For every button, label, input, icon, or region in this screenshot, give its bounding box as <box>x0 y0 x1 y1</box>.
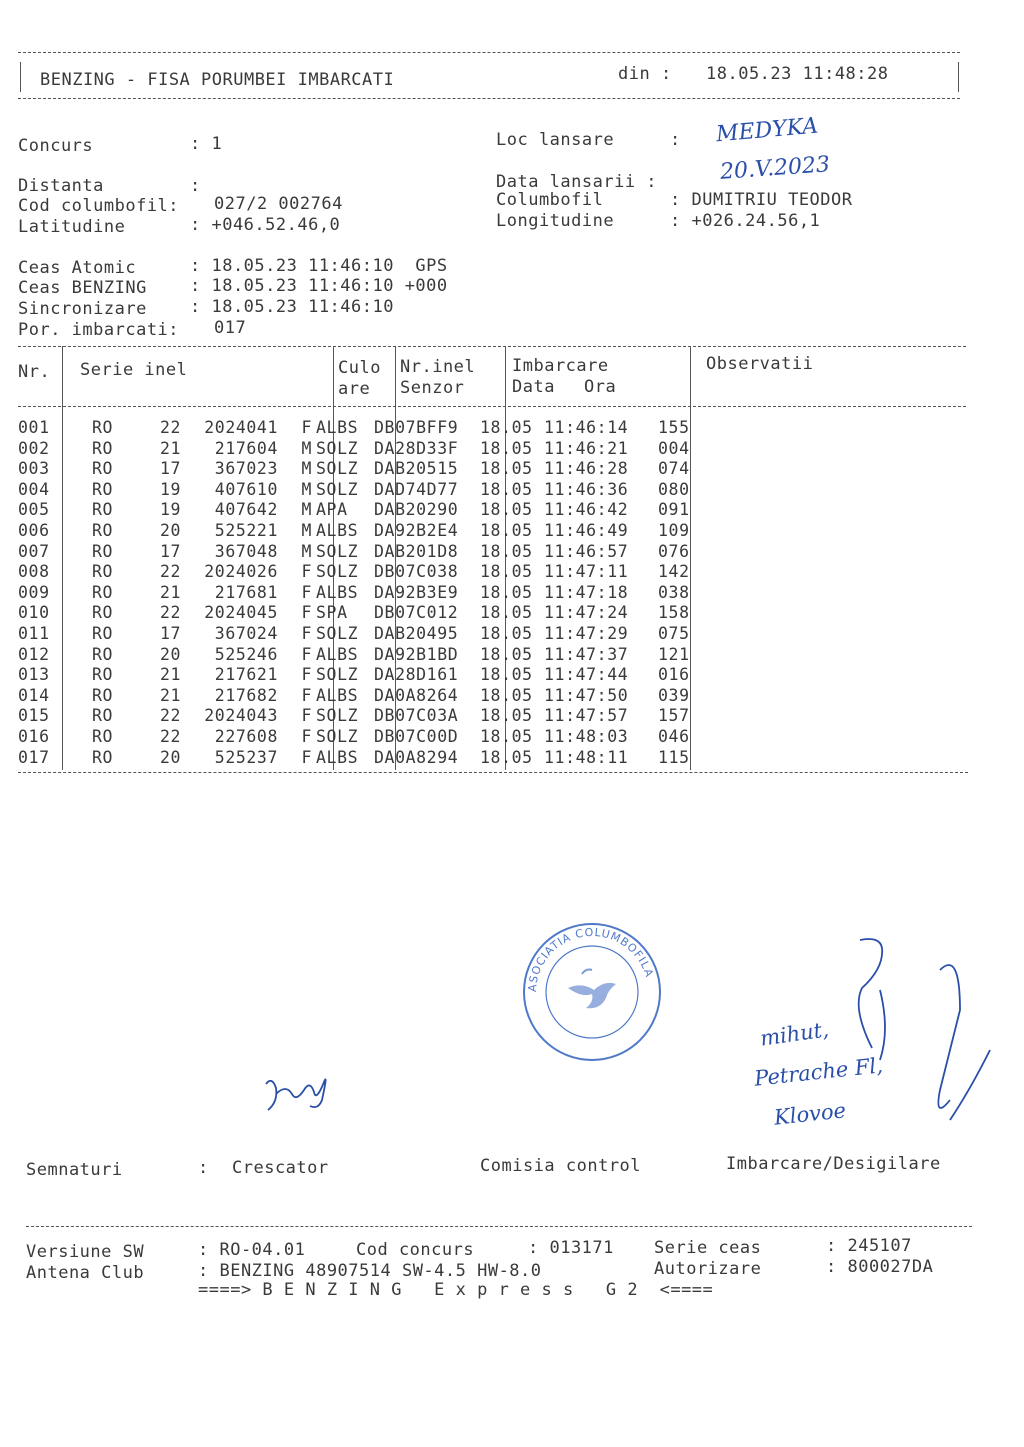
row-country: RO <box>92 418 114 437</box>
table-row <box>18 418 718 439</box>
row-sensor: DAB20495 <box>374 623 459 643</box>
row-nr: 015 <box>18 706 50 726</box>
row-obs: 157 <box>658 706 690 726</box>
row-sex: F <box>301 665 312 685</box>
loc-lansare-sep: : <box>670 130 681 150</box>
hand-name-2: Petrache Fl, <box>753 1053 884 1091</box>
row-ring: 2024026 <box>204 562 278 582</box>
antena-value: : BENZING 48907514 SW-4.5 HW-8.0 <box>198 1261 542 1281</box>
row-year: 21 <box>160 438 182 458</box>
row-date: 18.05 <box>480 459 533 479</box>
ceas-atomic-label: Ceas Atomic <box>18 258 137 278</box>
row-color: SOLZ <box>316 665 359 685</box>
row-date: 18.05 <box>480 726 533 746</box>
col-header-observatii: Observatii <box>706 354 814 374</box>
header-right-border <box>958 62 959 92</box>
table-header-rule <box>18 406 966 407</box>
row-date: 18.05 <box>480 500 533 520</box>
row-sensor: DA92B2E4 <box>374 520 459 540</box>
row-year: 20 <box>160 520 182 540</box>
row-sex: F <box>301 685 312 705</box>
columbofil-label: Columbofil <box>496 190 604 210</box>
row-date: 18.05 <box>480 665 533 685</box>
row-country: RO <box>92 644 114 664</box>
row-date: 18.05 <box>480 706 533 726</box>
row-nr: 017 <box>18 747 50 767</box>
cod-value: 027/2 002764 <box>214 194 343 214</box>
data-lansarii-label: Data lansarii : <box>496 172 658 192</box>
serie-ceas-value: : 245107 <box>826 1236 912 1256</box>
table-top-rule <box>18 346 966 347</box>
row-color: SPA <box>316 603 348 623</box>
row-sex: M <box>301 479 312 499</box>
table-row <box>18 500 718 521</box>
row-obs: 038 <box>658 582 690 602</box>
row-obs: 091 <box>658 500 690 520</box>
serie-ceas-label: Serie ceas <box>654 1238 762 1258</box>
row-country: RO <box>92 500 114 520</box>
footer-rule <box>26 1226 972 1227</box>
table-row <box>18 480 718 501</box>
page-title: BENZING - FISA PORUMBEI IMBARCATI <box>40 70 395 90</box>
row-ring: 407610 <box>214 479 278 499</box>
row-year: 22 <box>160 726 182 746</box>
versiune-value: : RO-04.01 <box>198 1240 306 1260</box>
row-time: 11:47:24 <box>544 603 629 623</box>
row-sex: F <box>301 418 312 437</box>
row-nr: 016 <box>18 726 50 746</box>
col-header-nr: Nr. <box>18 362 51 382</box>
row-ring: 2024043 <box>204 706 278 726</box>
row-color: APA <box>316 500 348 520</box>
row-year: 20 <box>160 747 182 767</box>
table-row <box>18 665 718 686</box>
row-sensor: DAB20290 <box>374 500 459 520</box>
row-sex: F <box>301 726 312 746</box>
row-sex: F <box>301 644 312 664</box>
table-row <box>18 748 718 769</box>
club-stamp <box>522 922 662 1062</box>
row-obs: 016 <box>658 665 690 685</box>
row-obs: 075 <box>658 623 690 643</box>
row-year: 17 <box>160 623 182 643</box>
pigeon-table <box>18 418 718 768</box>
row-ring: 407642 <box>214 500 278 520</box>
row-nr: 009 <box>18 582 50 602</box>
loc-lansare-handwritten: MEDYKA <box>715 113 820 148</box>
row-date: 18.05 <box>480 603 533 623</box>
row-color: ALBS <box>316 582 359 602</box>
row-date: 18.05 <box>480 541 533 561</box>
ceas-benzing-label: Ceas BENZING <box>18 278 147 298</box>
row-ring: 2024045 <box>204 603 278 623</box>
col-header-culo: Culo <box>338 358 381 378</box>
row-country: RO <box>92 685 114 705</box>
row-country: RO <box>92 479 114 499</box>
row-date: 18.05 <box>480 685 533 705</box>
row-sex: F <box>301 747 312 767</box>
row-year: 22 <box>160 706 182 726</box>
row-color: ALBS <box>316 644 359 664</box>
row-date: 18.05 <box>480 562 533 582</box>
latitudine-label: Latitudine <box>18 217 126 237</box>
row-sex: F <box>301 706 312 726</box>
row-country: RO <box>92 665 114 685</box>
row-year: 20 <box>160 644 182 664</box>
row-obs: 158 <box>658 603 690 623</box>
semnaturi-sep: : <box>198 1158 209 1178</box>
row-color: ALBS <box>316 685 359 705</box>
row-country: RO <box>92 582 114 602</box>
row-sensor: DA92B1BD <box>374 644 459 664</box>
distanta-label: Distanta <box>18 176 104 196</box>
row-country: RO <box>92 603 114 623</box>
row-color: SOLZ <box>316 562 359 582</box>
table-row <box>18 521 718 542</box>
row-ring: 217681 <box>214 582 278 602</box>
row-sensor: DA28D33F <box>374 438 459 458</box>
row-year: 21 <box>160 582 182 602</box>
row-sex: F <box>301 582 312 602</box>
row-sensor: DB07BFF9 <box>374 418 459 437</box>
row-date: 18.05 <box>480 582 533 602</box>
row-obs: 080 <box>658 479 690 499</box>
ceas-atomic-value: : 18.05.23 11:46:10 GPS <box>190 256 448 276</box>
hand-name-1: mihut, <box>758 1017 831 1051</box>
row-ring: 525221 <box>214 520 278 540</box>
row-country: RO <box>92 562 114 582</box>
row-color: ALBS <box>316 747 359 767</box>
row-sex: F <box>301 603 312 623</box>
row-obs: 074 <box>658 459 690 479</box>
row-sensor: DB07C00D <box>374 726 459 746</box>
table-row <box>18 645 718 666</box>
row-obs: 109 <box>658 520 690 540</box>
din-label: din : <box>618 64 672 84</box>
versiune-label: Versiune SW <box>26 1242 145 1262</box>
row-time: 11:46:42 <box>544 500 629 520</box>
row-color: ALBS <box>316 520 359 540</box>
table-row <box>18 562 718 583</box>
col-header-nrinel: Nr.inel <box>400 357 476 377</box>
row-color: SOLZ <box>316 541 359 561</box>
row-nr: 010 <box>18 603 50 623</box>
cod-concurs-value: : 013171 <box>528 1238 614 1258</box>
imbarcare-label: Imbarcare/Desigilare <box>726 1154 941 1174</box>
row-nr: 011 <box>18 623 50 643</box>
row-year: 17 <box>160 459 182 479</box>
row-color: SOLZ <box>316 479 359 499</box>
row-time: 11:47:37 <box>544 644 629 664</box>
row-sex: M <box>301 459 312 479</box>
row-color: SOLZ <box>316 706 359 726</box>
row-ring: 367023 <box>214 459 278 479</box>
col-header-serie: Serie inel <box>80 360 188 380</box>
express-line: ====> B E N Z I N G E x p r e s s G 2 <==== <box>198 1280 714 1300</box>
row-sensor: DA0A8294 <box>374 747 459 767</box>
concurs-label: Concurs <box>18 136 94 156</box>
row-sensor: DB07C03A <box>374 706 459 726</box>
row-date: 18.05 <box>480 520 533 540</box>
row-country: RO <box>92 706 114 726</box>
row-color: SOLZ <box>316 459 359 479</box>
row-country: RO <box>92 747 114 767</box>
row-sensor: DA0A8264 <box>374 685 459 705</box>
row-year: 17 <box>160 541 182 561</box>
table-row <box>18 603 718 624</box>
por-imbarcati-value: 017 <box>214 318 247 338</box>
row-nr: 006 <box>18 520 50 540</box>
row-obs: 046 <box>658 726 690 746</box>
row-sex: F <box>301 562 312 582</box>
row-date: 18.05 <box>480 479 533 499</box>
crescator-label: Crescator <box>232 1158 329 1178</box>
row-time: 11:48:03 <box>544 726 629 746</box>
row-time: 11:46:21 <box>544 438 629 458</box>
row-nr: 001 <box>18 418 50 437</box>
cod-concurs-label: Cod concurs <box>356 1240 475 1260</box>
row-ring: 2024041 <box>204 418 278 437</box>
row-ring: 525246 <box>214 644 278 664</box>
row-year: 21 <box>160 685 182 705</box>
row-nr: 014 <box>18 685 50 705</box>
row-sensor: DA92B3E9 <box>374 582 459 602</box>
row-nr: 005 <box>18 500 50 520</box>
ceas-benzing-value: : 18.05.23 11:46:10 +000 <box>190 276 448 296</box>
latitudine-value: : +046.52.46,0 <box>190 215 341 235</box>
row-nr: 008 <box>18 562 50 582</box>
row-time: 11:47:50 <box>544 685 629 705</box>
table-row <box>18 542 718 563</box>
sincronizare-value: : 18.05.23 11:46:10 <box>190 297 394 317</box>
longitudine-value: : +026.24.56,1 <box>670 211 821 231</box>
row-sensor: DAB20515 <box>374 459 459 479</box>
row-color: SOLZ <box>316 726 359 746</box>
columbofil-value: : DUMITRIU TEODOR <box>670 190 853 210</box>
row-sensor: DB07C038 <box>374 562 459 582</box>
col-header-are: are <box>338 379 371 399</box>
table-row <box>18 727 718 748</box>
control-signature-strokes <box>840 930 1010 1150</box>
row-nr: 004 <box>18 479 50 499</box>
row-date: 18.05 <box>480 418 533 437</box>
row-time: 11:47:18 <box>544 582 629 602</box>
row-color: SOLZ <box>316 623 359 643</box>
concurs-value: : 1 <box>190 134 223 154</box>
row-obs: 121 <box>658 644 690 664</box>
autorizare-label: Autorizare <box>654 1259 762 1279</box>
header-left-border <box>20 62 21 92</box>
col-header-data: Data <box>512 377 555 397</box>
row-ring: 217621 <box>214 665 278 685</box>
row-sex: M <box>301 541 312 561</box>
row-ring: 227608 <box>214 726 278 746</box>
row-date: 18.05 <box>480 623 533 643</box>
row-sensor: DB07C012 <box>374 603 459 623</box>
row-year: 22 <box>160 418 182 437</box>
row-sensor: DAD74D77 <box>374 479 459 499</box>
row-time: 11:48:11 <box>544 747 629 767</box>
col-header-ora: Ora <box>584 377 617 397</box>
header-bottom-rule <box>18 98 960 99</box>
row-nr: 003 <box>18 459 50 479</box>
row-ring: 367024 <box>214 623 278 643</box>
row-year: 21 <box>160 665 182 685</box>
col-header-senzor: Senzor <box>400 378 465 398</box>
sincronizare-label: Sincronizare <box>18 299 147 319</box>
row-obs: 155 <box>658 418 690 437</box>
row-obs: 004 <box>658 438 690 458</box>
row-country: RO <box>92 459 114 479</box>
row-sensor: DA28D161 <box>374 665 459 685</box>
table-row <box>18 706 718 727</box>
row-country: RO <box>92 520 114 540</box>
stamp-text: ASOCIATIA COLUMBOFILA <box>525 925 656 993</box>
din-value: 18.05.23 11:48:28 <box>706 64 889 84</box>
row-nr: 013 <box>18 665 50 685</box>
table-row <box>18 624 718 645</box>
row-ring: 367048 <box>214 541 278 561</box>
row-year: 22 <box>160 603 182 623</box>
row-time: 11:46:57 <box>544 541 629 561</box>
row-year: 19 <box>160 479 182 499</box>
table-row <box>18 686 718 707</box>
row-obs: 039 <box>658 685 690 705</box>
row-ring: 525237 <box>214 747 278 767</box>
row-country: RO <box>92 541 114 561</box>
row-nr: 002 <box>18 438 50 458</box>
row-nr: 012 <box>18 644 50 664</box>
row-ring: 217682 <box>214 685 278 705</box>
antena-label: Antena Club <box>26 1263 145 1283</box>
row-obs: 076 <box>658 541 690 561</box>
comisia-label: Comisia control <box>480 1156 642 1176</box>
header-top-rule <box>18 52 960 53</box>
row-sex: F <box>301 623 312 643</box>
row-date: 18.05 <box>480 747 533 767</box>
row-date: 18.05 <box>480 644 533 664</box>
row-sensor: DAB201D8 <box>374 541 459 561</box>
row-country: RO <box>92 438 114 458</box>
loc-lansare-label: Loc lansare <box>496 130 615 150</box>
row-country: RO <box>92 726 114 746</box>
table-bottom-rule <box>18 772 968 773</box>
row-time: 11:47:44 <box>544 665 629 685</box>
table-row <box>18 439 718 460</box>
row-sex: M <box>301 438 312 458</box>
autorizare-value: : 800027DA <box>826 1257 934 1277</box>
longitudine-label: Longitudine <box>496 211 615 231</box>
row-sex: M <box>301 500 312 520</box>
table-row <box>18 459 718 480</box>
semnaturi-label: Semnaturi <box>26 1160 123 1180</box>
data-lansarii-handwritten: 20.V.2023 <box>719 152 831 185</box>
row-sex: M <box>301 520 312 540</box>
cod-label: Cod columbofil: <box>18 196 180 216</box>
col-header-imbarcare: Imbarcare <box>512 356 609 376</box>
dove-icon <box>568 983 616 1008</box>
table-row <box>18 583 718 604</box>
hand-name-3: Klovoe <box>772 1098 848 1130</box>
row-time: 11:47:29 <box>544 623 629 643</box>
row-year: 22 <box>160 562 182 582</box>
row-ring: 217604 <box>214 438 278 458</box>
row-time: 11:46:28 <box>544 459 629 479</box>
row-nr: 007 <box>18 541 50 561</box>
row-time: 11:46:14 <box>544 418 629 437</box>
row-obs: 142 <box>658 562 690 582</box>
row-country: RO <box>92 623 114 643</box>
row-year: 19 <box>160 500 182 520</box>
row-time: 11:46:49 <box>544 520 629 540</box>
row-time: 11:47:11 <box>544 562 629 582</box>
row-time: 11:47:57 <box>544 706 629 726</box>
row-color: ALBS <box>316 418 359 437</box>
por-imbarcati-label: Por. imbarcati: <box>18 320 180 340</box>
row-date: 18.05 <box>480 438 533 458</box>
row-obs: 115 <box>658 747 690 767</box>
row-time: 11:46:36 <box>544 479 629 499</box>
distanta-value: : <box>190 176 201 196</box>
crescator-signature <box>258 1070 338 1120</box>
row-color: SOLZ <box>316 438 359 458</box>
